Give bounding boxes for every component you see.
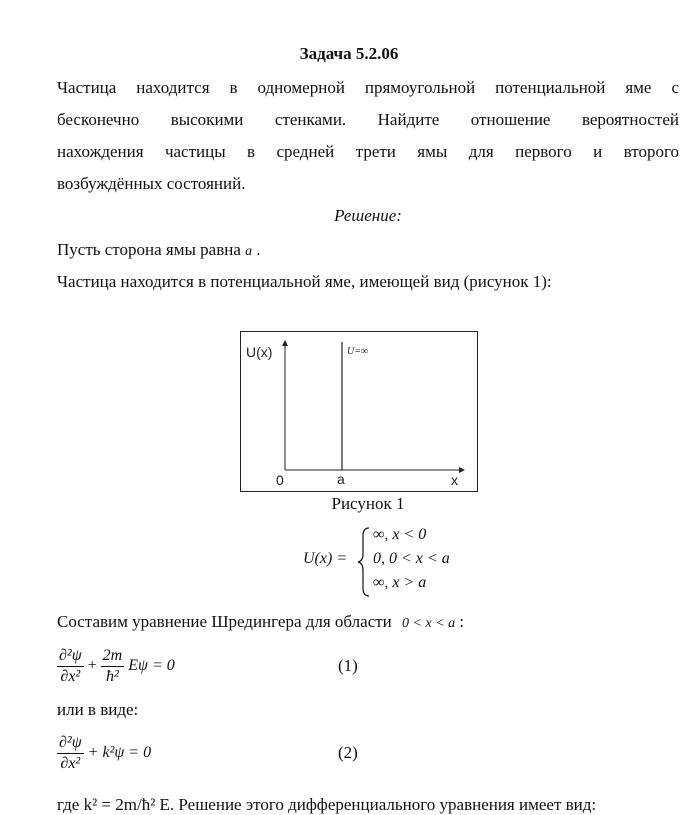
schrodinger-region: 0 < x < a — [402, 616, 456, 631]
curly-brace — [357, 526, 371, 598]
y-axis-arrow — [282, 340, 288, 346]
equation-2 — [57, 733, 151, 774]
schrodinger-colon: : — [459, 612, 465, 631]
x-axis-label: x — [451, 472, 458, 488]
potential-lhs: U(x) = — [303, 550, 348, 567]
case-1: ∞, x < 0 — [373, 526, 427, 543]
side-variable: a — [245, 244, 253, 259]
eq2-derivative — [57, 733, 84, 774]
problem-line-1: Частица находится в одномерной прямоугольной потенциальной яме с — [57, 78, 679, 97]
eq1-coefficient-num: 2m — [101, 646, 125, 667]
eq1-coefficient — [101, 646, 125, 687]
x-axis-arrow — [459, 467, 465, 473]
eq1-derivative-num: ∂²ψ — [57, 646, 84, 667]
eq1-coefficient-den: ħ² — [106, 668, 119, 685]
origin-label: 0 — [276, 472, 284, 488]
infinity-label: U=∞ — [347, 346, 369, 357]
problem-line-4: возбуждённых состояний. — [57, 174, 246, 193]
potential-well-plot — [241, 332, 477, 491]
equation-1 — [57, 646, 175, 687]
case-3: ∞, x > a — [373, 574, 427, 591]
side-sentence — [57, 240, 261, 260]
or-text: или в виде: — [57, 700, 139, 719]
side-text: Пусть сторона ямы равна — [57, 240, 241, 259]
problem-line-3: нахождения частицы в средней трети ямы для первого и второго — [57, 142, 679, 161]
y-axis-label: U(x) — [246, 344, 273, 360]
side-period: . — [256, 240, 261, 259]
eq1-rest: Eψ = 0 — [128, 657, 175, 675]
bottom-sentence: где k² = 2m/ħ² E. Решение этого дифференциального уравнения имеет вид: — [57, 795, 597, 814]
solution-heading: Решение: — [334, 206, 402, 225]
case-2: 0, 0 < x < a — [373, 550, 450, 567]
eq1-plus: + — [87, 657, 97, 675]
problem-line-2: бесконечно высокими стенками. Найдите отношение вероятностей — [57, 110, 679, 129]
problem-title: Задача 5.2.06 — [299, 44, 399, 63]
figure-caption: Рисунок 1 — [331, 494, 405, 513]
equation-1-number: (1) — [338, 656, 358, 675]
well-sentence: Частица находится в потенциальной яме, имеющей вид (рисунок 1): — [57, 272, 552, 291]
eq1-derivative-den: ∂x² — [60, 668, 81, 685]
eq2-derivative-den: ∂x² — [60, 755, 81, 772]
eq2-derivative-num: ∂²ψ — [57, 733, 84, 754]
schrodinger-text: Составим уравнение Шредингера для области — [57, 612, 392, 631]
equation-2-number: (2) — [338, 743, 358, 762]
schrodinger-sentence — [57, 612, 464, 632]
eq2-rest: + k²ψ = 0 — [87, 744, 152, 762]
potential-well-figure — [240, 331, 478, 492]
eq1-derivative — [57, 646, 84, 687]
wall-label: a — [337, 471, 345, 487]
